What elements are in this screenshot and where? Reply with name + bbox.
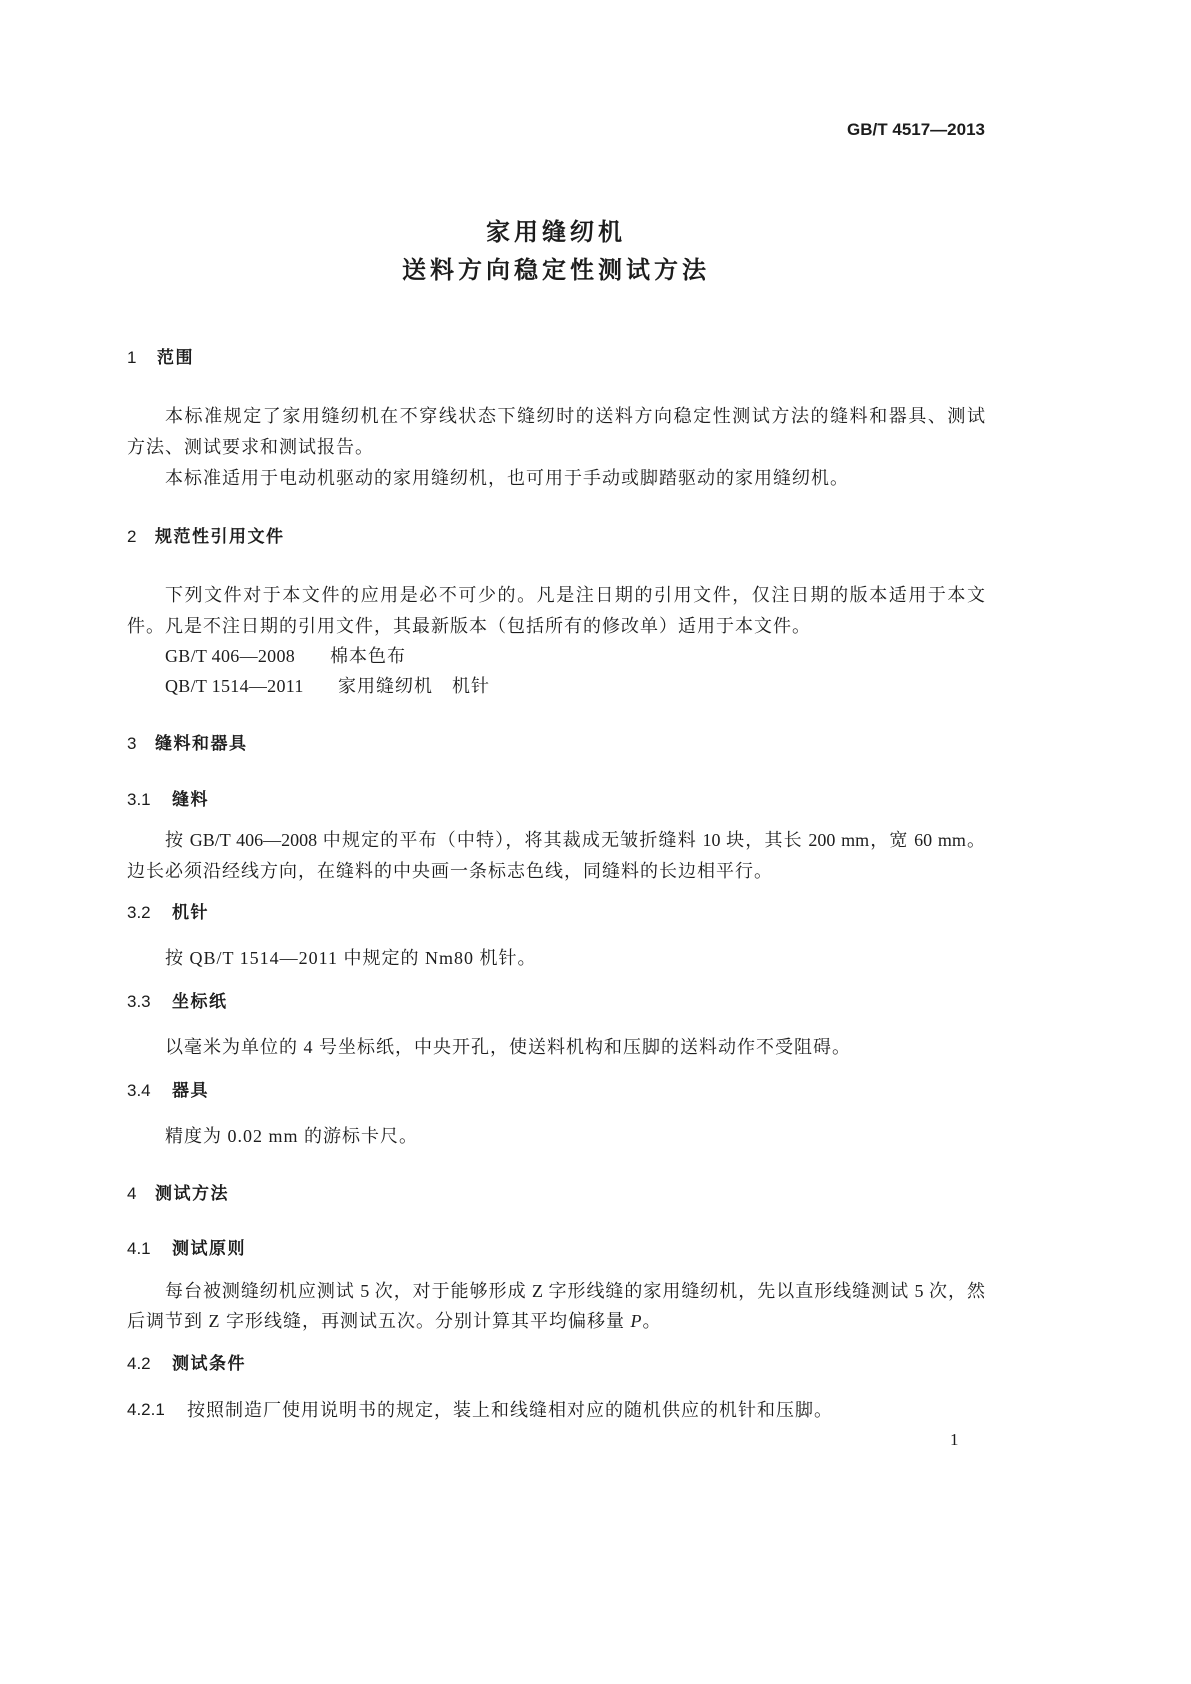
- clause-number: 4.2: [127, 1354, 151, 1373]
- standard-code: GB/T 4517—2013: [847, 120, 985, 139]
- clause-title: 器具: [172, 1081, 209, 1100]
- paragraph-line: 每台被测缝纫机应测试 5 次，对于能够形成 Z 字形线缝的家用缝纫机，先以直形线缝测试 5 次，然: [165, 1281, 985, 1301]
- reference-title: 棉本色布: [330, 646, 406, 666]
- reference-code: QB/T 1514—2011: [165, 676, 304, 696]
- clause-number: 4.1: [127, 1239, 151, 1258]
- clause-heading-3-4: [127, 1076, 985, 1106]
- section-number: 1: [127, 348, 137, 367]
- paragraph-line: 按 GB/T 406—2008 中规定的平布（中特），将其裁成无皱折缝料 10 块，其长 200 mm，宽 60 mm。: [165, 830, 985, 850]
- section-title: 测试方法: [155, 1184, 229, 1203]
- section-title: 范围: [157, 348, 194, 367]
- section-title: 规范性引用文件: [155, 527, 285, 546]
- clause-title: 坐标纸: [172, 992, 228, 1011]
- reference-item: [0, 671, 1191, 701]
- clause-title: 机针: [172, 903, 209, 922]
- clause-number: 3.1: [127, 790, 151, 809]
- paragraph-line: 本标准规定了家用缝纫机在不穿线状态下缝纫时的送料方向稳定性测试方法的缝料和器具、测试: [165, 406, 985, 426]
- subclause-4-2-1: [127, 1395, 985, 1425]
- clause-heading-4-1: [127, 1234, 985, 1264]
- clause-number: 3.2: [127, 903, 151, 922]
- subclause-number: 4.2.1: [127, 1400, 165, 1419]
- clause-title: 测试条件: [172, 1354, 246, 1373]
- section-title: 缝料和器具: [155, 734, 248, 753]
- clause-heading-3-3: [127, 987, 985, 1017]
- clause-heading-3-2: [127, 898, 985, 928]
- title-line-2: 送料方向稳定性测试方法: [402, 256, 710, 284]
- section-heading-3: [127, 729, 985, 759]
- paragraph-text: 后调节到 Z 字形线缝，再测试五次。分别计算其平均偏移量: [127, 1311, 631, 1331]
- title-line-1: 家用缝纫机: [486, 218, 626, 246]
- paragraph-line: 方法、测试要求和测试报告。: [127, 437, 374, 457]
- subclause-text: 按照制造厂使用说明书的规定，装上和线缝相对应的随机供应的机针和压脚。: [187, 1400, 833, 1420]
- reference-code: GB/T 406—2008: [165, 646, 296, 666]
- clause-number: 3.4: [127, 1081, 151, 1100]
- section-number: 3: [127, 734, 137, 753]
- paragraph-text-end: 。: [642, 1311, 662, 1331]
- reference-title: 家用缝纫机 机针: [338, 676, 490, 696]
- page-number: 1: [950, 1430, 959, 1449]
- paragraph-line: 以毫米为单位的 4 号坐标纸，中央开孔，使送料机构和压脚的送料动作不受阻碍。: [165, 1037, 851, 1057]
- paragraph-line: [127, 1306, 985, 1336]
- paragraph-line: 精度为 0.02 mm 的游标卡尺。: [165, 1126, 419, 1146]
- section-heading-4: [127, 1179, 985, 1209]
- section-number: 2: [127, 527, 137, 546]
- variable-symbol: P: [630, 1311, 643, 1331]
- paragraph-line: 件。凡是不注日期的引用文件，其最新版本（包括所有的修改单）适用于本文件。: [127, 616, 811, 636]
- reference-item: [0, 641, 1191, 671]
- clause-title: 测试原则: [172, 1239, 246, 1258]
- paragraph-line: 本标准适用于电动机驱动的家用缝纫机，也可用于手动或脚踏驱动的家用缝纫机。: [165, 468, 849, 488]
- paragraph-line: 按 QB/T 1514—2011 中规定的 Nm80 机针。: [165, 948, 537, 968]
- clause-heading-4-2: [127, 1349, 985, 1379]
- clause-heading-3-1: [127, 785, 985, 815]
- section-heading-2: [127, 522, 985, 552]
- paragraph-line: 边长必须沿经线方向，在缝料的中央画一条标志色线，同缝料的长边相平行。: [127, 861, 773, 881]
- clause-number: 3.3: [127, 992, 151, 1011]
- section-heading-1: [127, 343, 985, 373]
- section-number: 4: [127, 1184, 137, 1203]
- paragraph-line: 下列文件对于本文件的应用是必不可少的。凡是注日期的引用文件，仅注日期的版本适用于本文: [165, 585, 985, 605]
- clause-title: 缝料: [172, 790, 209, 809]
